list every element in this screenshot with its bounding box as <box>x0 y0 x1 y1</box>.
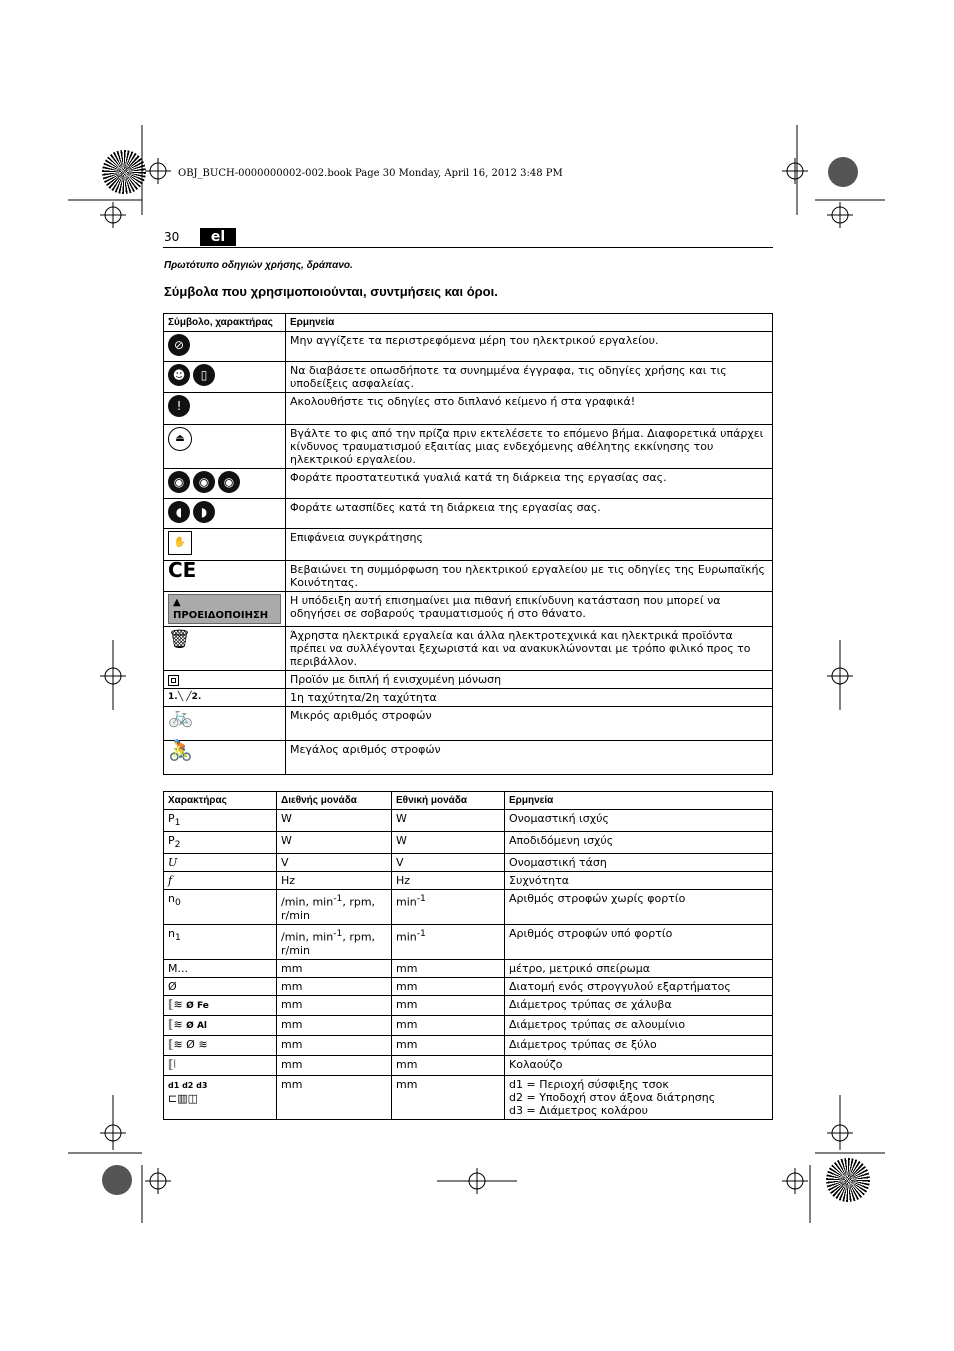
char-subscript: 2 <box>174 839 181 851</box>
symbol-cell <box>164 499 286 529</box>
symbol-cell <box>164 627 286 671</box>
meaning-cell: Διάμετρος τρύπας σε χάλυβα <box>505 995 773 1015</box>
table-row <box>164 854 773 872</box>
meaning-cell: Μεγάλος αριθμός στροφών <box>286 741 773 775</box>
intl-unit-cell: /min, $\min^{-1}$, rpm, r/min <box>277 890 392 925</box>
file-info: OBJ_BUCH-0000000002-002.book Page 30 Monday, April 16, 2012 3:48 PM <box>178 168 563 179</box>
table-row <box>164 393 773 425</box>
table-row <box>164 959 773 977</box>
char-cell: U <box>164 854 277 872</box>
natl-unit-cell: mm <box>392 1055 505 1075</box>
table-row <box>164 499 773 529</box>
meaning-cell <box>505 1075 773 1119</box>
ear-protection-icon: ◗ <box>193 501 215 523</box>
natl-unit-cell: mm <box>392 1035 505 1055</box>
meaning-cell: Φοράτε προστατευτικά γυαλιά κατά τη διάρκεια της εργασίας σας. <box>286 469 773 499</box>
natl-unit-cell: V <box>392 854 505 872</box>
intl-unit-cell: mm <box>277 1035 392 1055</box>
table-row <box>164 890 773 925</box>
char-cell <box>164 890 277 925</box>
exponent: -1 <box>416 928 426 940</box>
symbol-cell <box>164 529 286 561</box>
subtitle: Πρωτότυπο οδηγιών χρήσης, δράπανο. <box>164 260 353 271</box>
ce-mark-icon: CE <box>168 557 197 582</box>
intl-unit-cell: Hz <box>277 872 392 890</box>
table-row <box>164 592 773 627</box>
meaning-cell: Ονομαστική ισχύς <box>505 810 773 832</box>
ear-protection-icon: ◖ <box>168 501 190 523</box>
symbol-cell <box>164 393 286 425</box>
no-touch-rotating-icon: ⊘ <box>168 334 190 356</box>
table-row <box>164 332 773 362</box>
char-subscript: 1 <box>174 932 181 944</box>
char-cell <box>164 1015 277 1035</box>
symbol-cell <box>164 592 286 627</box>
header-rule <box>163 247 773 248</box>
exponent: -1 <box>333 928 343 940</box>
intl-unit-cell: mm <box>277 1015 392 1035</box>
symbols-table-header <box>164 314 773 332</box>
page-number: 30 <box>164 230 180 244</box>
goggles-icon: ◉ <box>168 471 190 493</box>
exponent: -1 <box>333 893 343 905</box>
char-cell: Ø <box>164 977 277 995</box>
table-row <box>164 810 773 832</box>
table-row <box>164 872 773 890</box>
table-row <box>164 832 773 854</box>
drill-bit-icon: ⟦≋ <box>168 1037 187 1051</box>
col-header-meaning: Ερμηνεία <box>505 792 773 810</box>
symbol-cell <box>164 425 286 469</box>
intl-unit-cell: mm <box>277 959 392 977</box>
col-header-meaning: Ερμηνεία <box>286 314 773 332</box>
meaning-cell: Η υπόδειξη αυτή επισημαίνει μια πιθανή επικίνδυνη κατάσταση που μπορεί να οδηγήσει σε σοβαρούς τραυματισμούς ή στο θάνατο. <box>286 592 773 627</box>
col-header-natl-unit: Εθνική μονάδα <box>392 792 505 810</box>
grip-surface-icon: ✋ <box>168 531 192 555</box>
natl-unit-cell: Hz <box>392 872 505 890</box>
table-row <box>164 1035 773 1055</box>
intl-unit-cell: /min, $\min^{-1}$, rpm, r/min <box>277 925 392 960</box>
char-cell: M... <box>164 959 277 977</box>
intl-unit-cell: V <box>277 854 392 872</box>
meaning-cell: Συχνότητα <box>505 872 773 890</box>
table-row <box>164 707 773 741</box>
symbol-cell <box>164 557 286 592</box>
table-row <box>164 362 773 393</box>
gear-1-icon: ╲ <box>177 692 187 702</box>
warning-label <box>168 594 281 624</box>
table-row <box>164 977 773 995</box>
gear-2-icon: ╱ <box>186 692 192 702</box>
char-symbol: Ø Al <box>186 1020 208 1031</box>
table-row <box>164 741 773 775</box>
table-row <box>164 1015 773 1035</box>
char-symbol: Ø <box>186 1037 195 1051</box>
symbol-cell <box>164 703 286 741</box>
char-cell <box>164 810 277 832</box>
natl-unit-cell: $\min^{-1}$ <box>392 925 505 960</box>
gear-2-label: 2. <box>191 692 202 702</box>
col-header-symbol: Σύμβολο, χαρακτήρας <box>164 314 286 332</box>
intl-unit-cell: mm <box>277 1075 392 1119</box>
fast-bicycle-icon: 🚴 <box>168 737 193 762</box>
meaning-cell: 1η ταχύτητα/2η ταχύτητα <box>286 689 773 707</box>
meaning-cell: Διατομή ενός στρογγυλού εξαρτήματος <box>505 977 773 995</box>
meaning-cell: Αριθμός στροφών υπό φορτίο <box>505 925 773 960</box>
char-cell <box>164 1075 277 1119</box>
meaning-cell: Φοράτε ωτασπίδες κατά τη διάρκεια της εργασίας σας. <box>286 499 773 529</box>
face-shield-icon: ◉ <box>193 471 215 493</box>
char-symbol: Ø Fe <box>186 1000 209 1011</box>
gear-1-label: 1. <box>168 692 178 702</box>
char-symbol: n <box>168 892 175 906</box>
table-row <box>164 561 773 592</box>
natl-unit-cell: mm <box>392 1015 505 1035</box>
char-cell: f <box>164 872 277 890</box>
table-row <box>164 627 773 671</box>
table-row <box>164 995 773 1015</box>
table-row <box>164 689 773 707</box>
warning-text: ΠΡΟΕΙΔΟΠΟΙΗΣΗ <box>173 610 269 621</box>
meaning-cell: Αριθμός στροφών χωρίς φορτίο <box>505 890 773 925</box>
crossed-bin-icon: 🗑 <box>168 629 191 650</box>
symbol-cell <box>164 332 286 362</box>
table-row <box>164 529 773 561</box>
char-subscript: 0 <box>174 897 181 909</box>
table-row <box>164 469 773 499</box>
natl-unit-cell: W <box>392 832 505 854</box>
meaning-cell: Διάμετρος τρύπας σε αλουμίνιο <box>505 1015 773 1035</box>
meaning-cell: Επιφάνεια συγκράτησης <box>286 529 773 561</box>
meaning-cell: μέτρο, μετρικό σπείρωμα <box>505 959 773 977</box>
natl-unit-cell: mm <box>392 995 505 1015</box>
meaning-line-d3: d3 = Διάμετρος κολάρου <box>509 1103 648 1117</box>
char-symbol: P <box>168 834 175 848</box>
char-cell <box>164 1035 277 1055</box>
wood-icon: ≋ <box>194 1037 208 1051</box>
units-table-header <box>164 792 773 810</box>
table-row <box>164 671 773 689</box>
chuck-diagram-icon: ⊏▥◫ <box>168 1091 199 1105</box>
col-header-character: Χαρακτήρας <box>164 792 277 810</box>
meaning-cell: Ονομαστική τάση <box>505 854 773 872</box>
meaning-line-d2: d2 = Υποδοχή στον άξονα διάτρησης <box>509 1090 716 1104</box>
read-manual-icon: ☻ <box>168 364 190 386</box>
book-icon: ▯ <box>193 364 215 386</box>
table-row <box>164 425 773 469</box>
char-cell <box>164 925 277 960</box>
safety-glasses-icon: ◉ <box>218 471 240 493</box>
intl-unit-cell: W <box>277 810 392 832</box>
meaning-cell: Διάμετρος τρύπας σε ξύλο <box>505 1035 773 1055</box>
natl-unit-cell: $\min^{-1}$ <box>392 890 505 925</box>
natl-unit-cell: W <box>392 810 505 832</box>
char-symbol: P <box>168 812 175 825</box>
meaning-cell: Βεβαιώνει τη συμμόρφωση του ηλεκτρικού εργαλείου με τις οδηγίες της Ευρωπαϊκής Κοινότητας. <box>286 561 773 592</box>
tap-icon: ⟦⦚ <box>168 1057 176 1071</box>
meaning-cell: Να διαβάσετε οπωσδήποτε τα συνημμένα έγγραφα, τις οδηγίες χρήσης και τις υποδείξεις ασφαλείας. <box>286 362 773 393</box>
meaning-cell: Κολαούζο <box>505 1055 773 1075</box>
symbol-cell <box>164 737 286 775</box>
char-cell <box>164 1055 277 1075</box>
table-row <box>164 1055 773 1075</box>
meaning-cell: Μην αγγίζετε τα περιστρεφόμενα μέρη του ηλεκτρικού εργαλείου. <box>286 332 773 362</box>
meaning-cell: Ακολουθήστε τις οδηγίες στο διπλανό κείμενο ή στα γραφικά! <box>286 393 773 425</box>
table-row <box>164 1075 773 1119</box>
meaning-line-d1: d1 = Περιοχή σύσφιξης τσοκ <box>509 1077 669 1091</box>
slow-bicycle-icon: 🚲 <box>168 703 193 728</box>
drill-bit-icon: ⟦≋ <box>168 1017 187 1031</box>
intl-unit-cell: mm <box>277 977 392 995</box>
char-subscript: 1 <box>174 817 181 829</box>
symbols-table <box>163 313 773 775</box>
symbol-cell <box>164 469 286 499</box>
col-header-intl-unit: Διεθνής μονάδα <box>277 792 392 810</box>
intl-unit-cell: mm <box>277 1055 392 1075</box>
warning-triangle-icon: ▲ <box>173 597 181 608</box>
section-title: Σύμβολα που χρησιμοποιούνται, συντμήσεις και όροι. <box>164 284 498 299</box>
natl-unit-cell: mm <box>392 959 505 977</box>
chuck-dimensions-label: d1 d2 d3 <box>168 1080 208 1090</box>
natl-unit-cell: mm <box>392 977 505 995</box>
units-table <box>163 791 773 1120</box>
meaning-cell: Αποδιδόμενη ισχύς <box>505 832 773 854</box>
meaning-cell: Άχρηστα ηλεκτρικά εργαλεία και άλλα ηλεκτροτεχνικά και ηλεκτρικά προϊόντα πρέπει να συλλέγονται ξεχωριστά και να ανακυκλώνονται με τρόπο φιλικό προς το περιβάλλον. <box>286 627 773 671</box>
intl-unit-cell: mm <box>277 995 392 1015</box>
unplug-icon: ⏏ <box>168 427 192 451</box>
intl-unit-cell: W <box>277 832 392 854</box>
char-cell <box>164 832 277 854</box>
symbol-cell <box>164 671 286 689</box>
drill-bit-icon: ⟦≋ <box>168 997 187 1011</box>
exclamation-icon: ! <box>168 395 190 417</box>
meaning-cell: Μικρός αριθμός στροφών <box>286 707 773 741</box>
natl-unit-cell: mm <box>392 1075 505 1119</box>
meaning-cell: Προϊόν με διπλή ή ενισχυμένη μόνωση <box>286 671 773 689</box>
language-badge: el <box>200 228 236 246</box>
exponent: -1 <box>416 893 426 905</box>
double-insulation-icon <box>168 675 179 686</box>
char-symbol: n <box>168 927 175 941</box>
symbol-cell <box>164 362 286 393</box>
meaning-cell: Βγάλτε το φις από την πρίζα πριν εκτελέσετε το επόμενο βήμα. Διαφορετικά υπάρχει κίνδυνος τραυματισμού εξαιτίας μιας ενδεχόμενης αθέλητης εκκίνησης του ηλεκτρικού εργαλείου. <box>286 425 773 469</box>
char-cell <box>164 995 277 1015</box>
table-row <box>164 925 773 960</box>
